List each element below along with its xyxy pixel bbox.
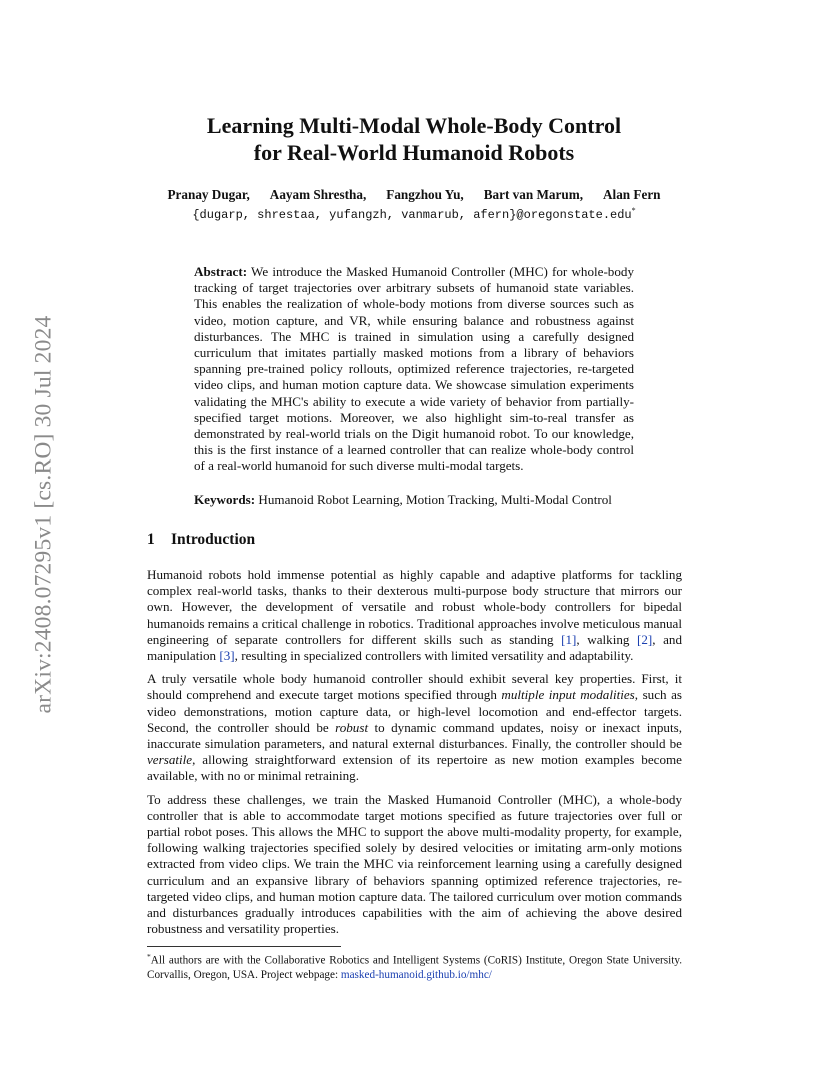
paragraph-text: , and manipulation xyxy=(147,631,682,664)
emphasis: versatile xyxy=(147,752,193,768)
footnote-text: All authors are with the Collaborative Robotics and Intelligent Systems (CoRIS) Institute, Oregon State University. Corvallis, Oregon, USA. Project webpage: xyxy=(147,954,682,981)
keywords-text: Humanoid Robot Learning, Motion Tracking, Multi-Modal Control xyxy=(258,492,612,507)
paragraph-2 xyxy=(147,671,682,784)
paragraph-text: to dynamic command updates, noisy or inexact inputs, inaccurate simulation parameters, and natural external disturbances. Finally, the controller should be xyxy=(147,719,682,752)
author-name: Alan Fern xyxy=(603,187,661,202)
citation-link[interactable]: [1] xyxy=(561,631,577,647)
section-heading-introduction xyxy=(147,530,255,550)
email-footnote-mark: * xyxy=(631,206,636,215)
footnote xyxy=(147,950,682,982)
paper-title xyxy=(100,112,728,166)
author-name: Aayam Shrestha, xyxy=(269,187,367,202)
arxiv-identifier-sidebar xyxy=(31,295,57,733)
paragraph-text: , resulting in specialized controllers with limited versatility and adaptability. xyxy=(234,648,634,664)
email-list: {dugarp, shrestaa, yufangzh, vanmarub, afern}@oregonstate.edu xyxy=(192,208,632,222)
project-webpage-link[interactable]: masked-humanoid.github.io/mhc/ xyxy=(340,968,492,981)
author-name: Bart van Marum, xyxy=(483,187,583,202)
footnote-mark: * xyxy=(147,952,151,961)
emphasis: multiple input modalities xyxy=(501,687,635,703)
introduction-body xyxy=(147,567,682,944)
paragraph-text: Humanoid robots hold immense potential as highly capable and adaptive platforms for tackling complex real-world tasks, thanks to their dexterous multi-purpose body structure that mirrors our own. However, the development of versatile and robust whole-body controllers for bipedal humanoids remains a critical challenge in robotics. Traditional approaches involve meticulous manual engineering of separate controllers for different skills such as standing xyxy=(147,567,682,647)
abstract xyxy=(194,264,634,475)
footnote-divider xyxy=(147,946,341,947)
abstract-label: Abstract: xyxy=(194,264,248,279)
author-name: Fangzhou Yu, xyxy=(386,187,464,202)
paragraph-text: , allowing straightforward extension of its repertoire as new motion examples become available, with no or minimal retraining. xyxy=(147,752,682,784)
citation-link[interactable]: [2] xyxy=(636,631,653,647)
paragraph-text: , walking xyxy=(576,631,637,647)
author-name: Pranay Dugar, xyxy=(167,187,250,202)
keywords xyxy=(194,492,634,508)
section-title: Introduction xyxy=(171,531,256,548)
title-line-2: for Real-World Humanoid Robots xyxy=(253,140,575,165)
paragraph-1 xyxy=(147,567,682,664)
title-line-1: Learning Multi-Modal Whole-Body Control xyxy=(206,113,622,138)
paragraph-text: , such as video demonstrations, motion capture data, or high-level locomotion and end-effector targets. Second, the controller should be xyxy=(147,687,683,735)
keywords-label: Keywords: xyxy=(194,492,256,507)
author-emails xyxy=(100,203,728,223)
paragraph-text: A truly versatile whole body humanoid controller should exhibit several key properties. First, it should comprehend and execute target motions specified through xyxy=(147,671,682,703)
emphasis: robust xyxy=(335,719,369,735)
arxiv-identifier: arXiv:2408.07295v1 [cs.RO] 30 Jul 2024 xyxy=(30,315,57,713)
paragraph-3: To address these challenges, we train the Masked Humanoid Controller (MHC), a whole-body controller that is able to accommodate target motions specified as future trajectories over full or partial robot poses. This allows the MHC to support the above multi-modality property, for example, following walking trajectories specified solely by desired velocities or imitating arm-only motions extracted from video clips. We train the MHC via reinforcement learning using a carefully designed curriculum and an expansive library of behaviors spanning optimized reference trajectories, re-targeted video clips, and human motion capture data. The tailored curriculum over motion commands and disturbances gradually introduces capabilities with the aim of achieving the above desired robustness and versatility properties. xyxy=(147,791,682,937)
abstract-text: We introduce the Masked Humanoid Controller (MHC) for whole-body tracking of target trajectories over arbitrary subsets of humanoid state variables. This enables the realization of whole-body motions from diverse sources such as video, motion capture, and VR, while ensuring balance and robustness against disturbances. The MHC is trained in simulation using a carefully designed curriculum that imitates partially masked motions from a library of behaviors spanning pre-trained policy rollouts, optimized reference trajectories, re-targeted video clips, and human motion capture data. We showcase simulation experiments validating the MHC's ability to execute a wide variety of behavior from partially-specified target motions. Moreover, we also highlight sim-to-real transfer as demonstrated by real-world trials on the Digit humanoid robot. To our knowledge, this is the first instance of a learned controller that can realize whole-body control of a real-world humanoid for such diverse multi-modal targets. xyxy=(194,264,634,474)
section-number: 1 xyxy=(147,531,155,548)
citation-link[interactable]: [3] xyxy=(219,648,235,664)
author-list xyxy=(100,186,728,203)
